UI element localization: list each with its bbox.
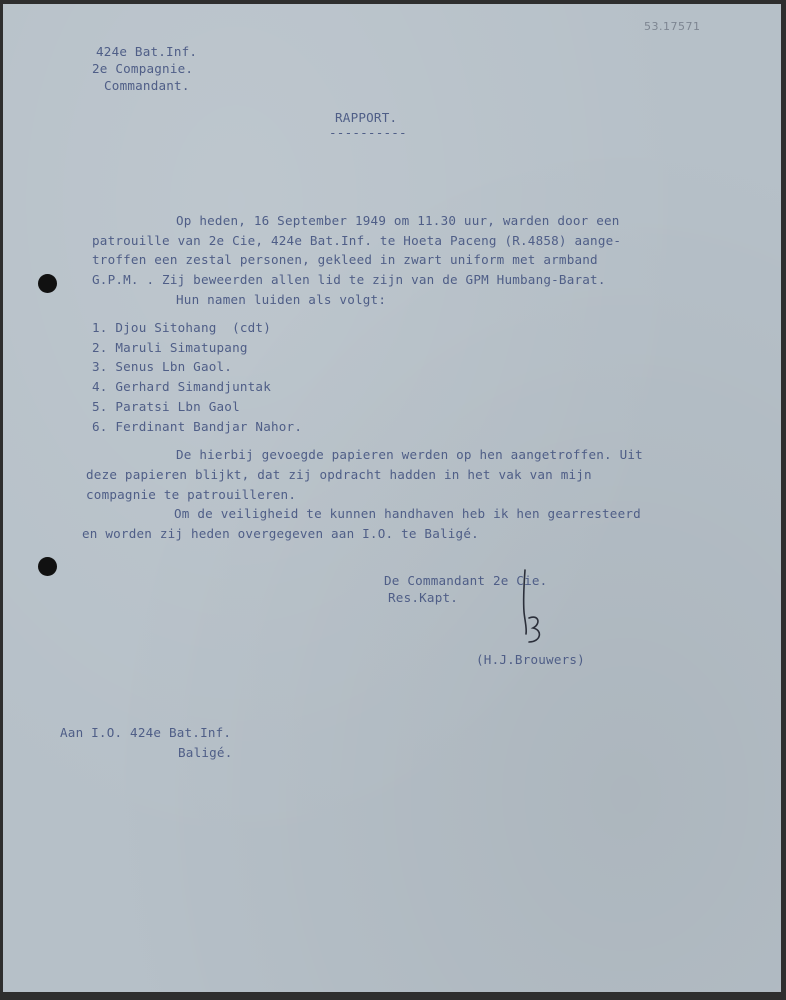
header-battalion: 424e Bat.Inf.	[96, 44, 198, 59]
document-page	[3, 4, 781, 992]
list-item: 5. Paratsi Lbn Gaol	[92, 399, 240, 414]
header-company: 2e Compagnie.	[92, 61, 194, 76]
body-line: patrouille van 2e Cie, 424e Bat.Inf. te Hoeta Paceng (R.4858) aange-	[92, 233, 622, 248]
title-underline: ----------	[329, 125, 407, 140]
body-line: Om de veiligheid te kunnen handhaven heb ik hen gearresteerd	[174, 506, 641, 521]
signature-title: De Commandant 2e Cie.	[384, 573, 548, 588]
archive-number: 53.17571	[644, 20, 701, 33]
body-line: De hierbij gevoegde papieren werden op hen aangetroffen. Uit	[176, 447, 643, 462]
punch-hole	[38, 557, 57, 576]
body-line: compagnie te patrouilleren.	[86, 487, 297, 502]
report-title: RAPPORT.	[335, 110, 398, 125]
header-commander: Commandant.	[104, 78, 190, 93]
list-item: 3. Senus Lbn Gaol.	[92, 359, 233, 374]
body-line: deze papieren blijkt, dat zij opdracht hadden in het vak van mijn	[86, 467, 592, 482]
list-item: 6. Ferdinant Bandjar Nahor.	[92, 419, 303, 434]
body-line: en worden zij heden overgegeven aan I.O. te Baligé.	[82, 526, 479, 541]
punch-hole	[38, 274, 57, 293]
handwritten-signature	[511, 566, 551, 656]
recipient-location: Baligé.	[178, 745, 233, 760]
body-line: Hun namen luiden als volgt:	[176, 292, 387, 307]
body-line: troffen een zestal personen, gekleed in zwart uniform met armband	[92, 252, 598, 267]
body-line: G.P.M. . Zij beweerden allen lid te zijn van de GPM Humbang-Barat.	[92, 272, 606, 287]
list-item: 2. Maruli Simatupang	[92, 340, 248, 355]
signature-rank: Res.Kapt.	[388, 590, 459, 605]
recipient-line: Aan I.O. 424e Bat.Inf.	[60, 725, 232, 740]
list-item: 4. Gerhard Simandjuntak	[92, 379, 271, 394]
body-line: Op heden, 16 September 1949 om 11.30 uur, warden door een	[176, 213, 620, 228]
list-item: 1. Djou Sitohang (cdt)	[92, 320, 271, 335]
signature-name: (H.J.Brouwers)	[476, 652, 585, 667]
